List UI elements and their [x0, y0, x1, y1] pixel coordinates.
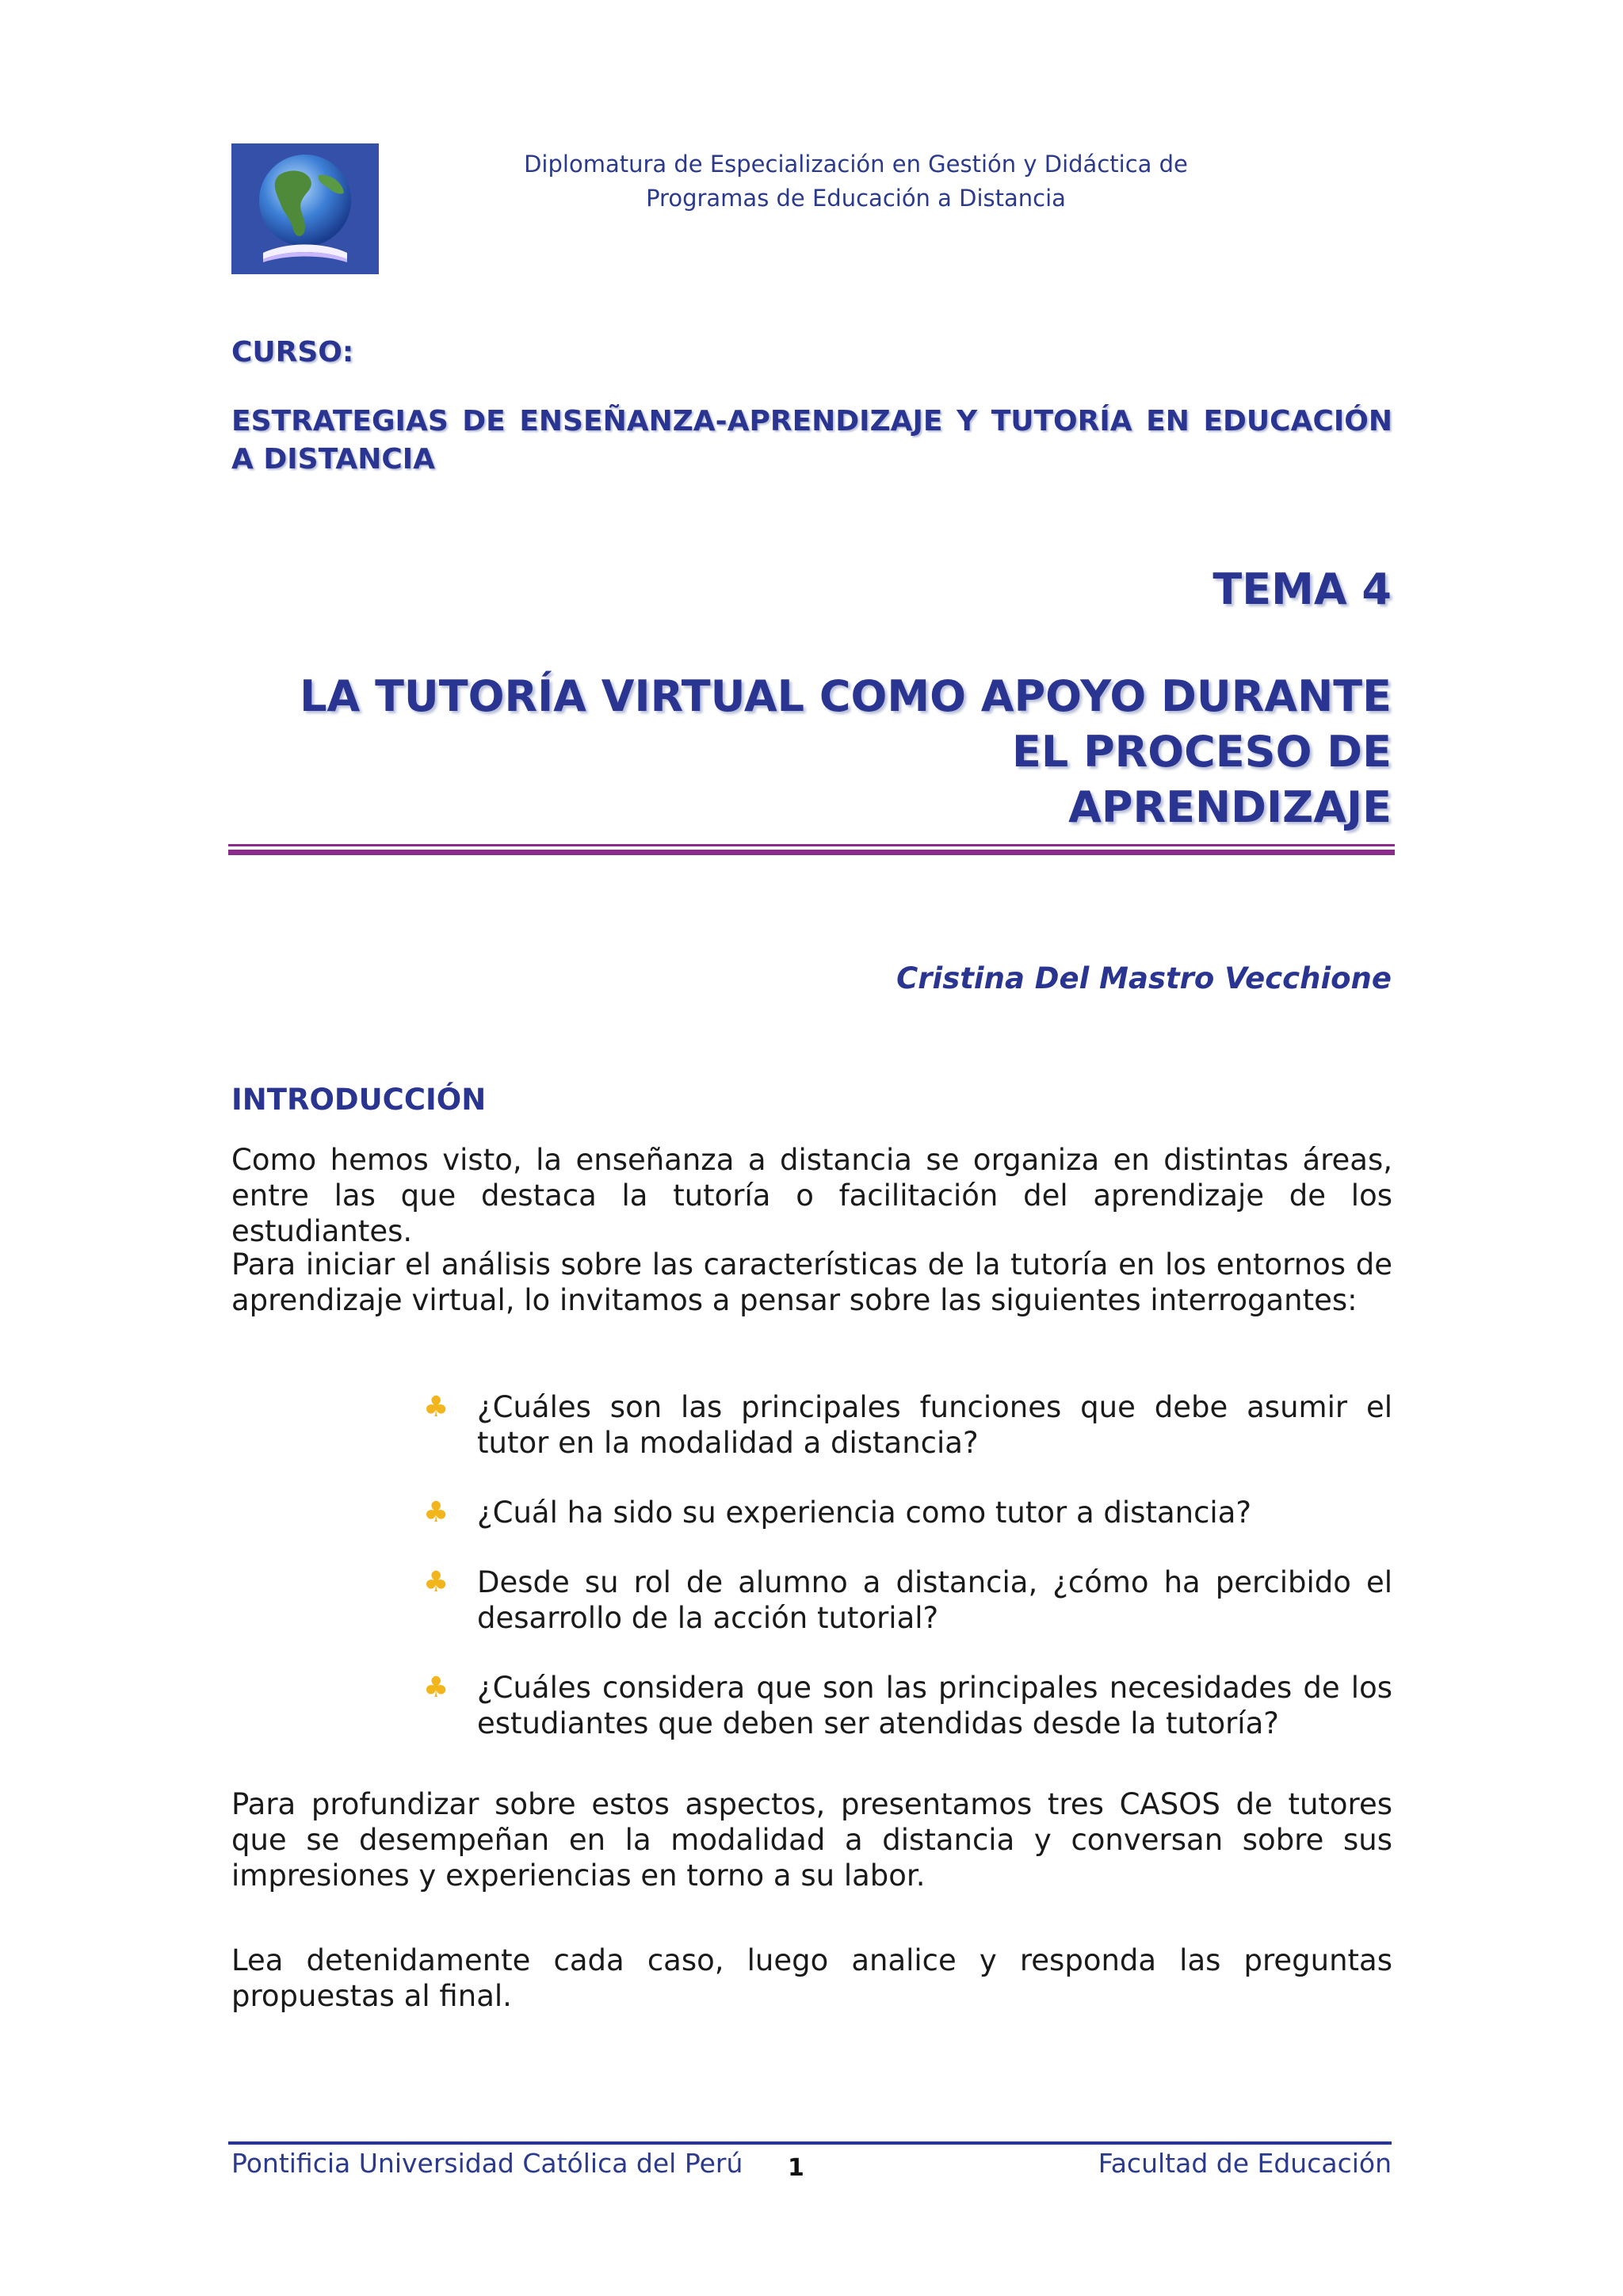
- section-heading-introduction: INTRODUCCIÓN: [231, 1083, 487, 1117]
- topic-title-line-2: EL PROCESO DE: [1012, 727, 1392, 777]
- intro-paragraph-4: Lea detenidamente cada caso, luego analice y responda las preguntas propuestas al final.: [231, 1943, 1392, 2013]
- program-header: [475, 147, 1236, 216]
- intro-paragraph-2: Para iniciar el análisis sobre las características de la tutoría en los entornos de aprendizaje virtual, lo invitamos a pensar sobre las siguientes interrogantes:: [231, 1247, 1392, 1317]
- intro-paragraph-1: Como hemos visto, la enseñanza a distancia se organiza en distintas áreas, entre las que destaca la tutoría o facilitación del aprendizaje de los estudiantes.: [231, 1143, 1392, 1248]
- topic-title-line-3: APRENDIZAJE: [1068, 782, 1392, 832]
- club-bullet-icon: ♣: [423, 1566, 449, 1599]
- club-bullet-icon: ♣: [423, 1391, 449, 1423]
- title-divider-thick: [228, 850, 1395, 855]
- program-header-line-1: Diplomatura de Especialización en Gestión y Didáctica de: [524, 151, 1188, 178]
- topic-title-line-1: LA TUTORÍA VIRTUAL COMO APOYO DURANTE: [300, 671, 1392, 721]
- globe-book-logo: [231, 143, 379, 274]
- intro-paragraph-3: Para profundizar sobre estos aspectos, presentamos tres CASOS de tutores que se desempeñan en la modalidad a distancia y conversan sobre sus impresiones y experiencias en torno a su labor.: [231, 1787, 1392, 1893]
- club-bullet-icon: ♣: [423, 1671, 449, 1704]
- question-item: [423, 1495, 1392, 1530]
- footer-university: Pontificia Universidad Católica del Perú: [231, 2148, 743, 2179]
- topic-number: TEMA 4: [1212, 564, 1392, 614]
- question-item: [423, 1564, 1392, 1636]
- author-name: Cristina Del Mastro Vecchione: [896, 961, 1392, 995]
- question-text: ¿Cuáles considera que son las principales necesidades de los estudiantes que deben ser atendidas desde la tutoría?: [477, 1671, 1392, 1740]
- question-item: [423, 1389, 1392, 1461]
- course-label: CURSO:: [231, 336, 354, 369]
- course-title: ESTRATEGIAS DE ENSEÑANZA-APRENDIZAJE Y TUTORÍA EN EDUCACIÓN A DISTANCIA: [231, 405, 1392, 476]
- question-text: ¿Cuáles son las principales funciones que debe asumir el tutor en la modalidad a distancia?: [477, 1390, 1392, 1460]
- question-list: [423, 1389, 1392, 1775]
- footer-faculty: Facultad de Educación: [1098, 2148, 1392, 2179]
- program-header-line-2: Programas de Educación a Distancia: [646, 185, 1066, 212]
- question-item: [423, 1670, 1392, 1741]
- title-divider-thin: [228, 844, 1395, 846]
- question-text: ¿Cuál ha sido su experiencia como tutor a distancia?: [477, 1496, 1252, 1530]
- club-bullet-icon: ♣: [423, 1496, 449, 1529]
- page-number: 1: [788, 2154, 804, 2182]
- footer-divider: [228, 2141, 1392, 2145]
- topic-title: [203, 669, 1392, 835]
- question-text: Desde su rol de alumno a distancia, ¿cómo ha percibido el desarrollo de la acción tutorial?: [477, 1565, 1392, 1635]
